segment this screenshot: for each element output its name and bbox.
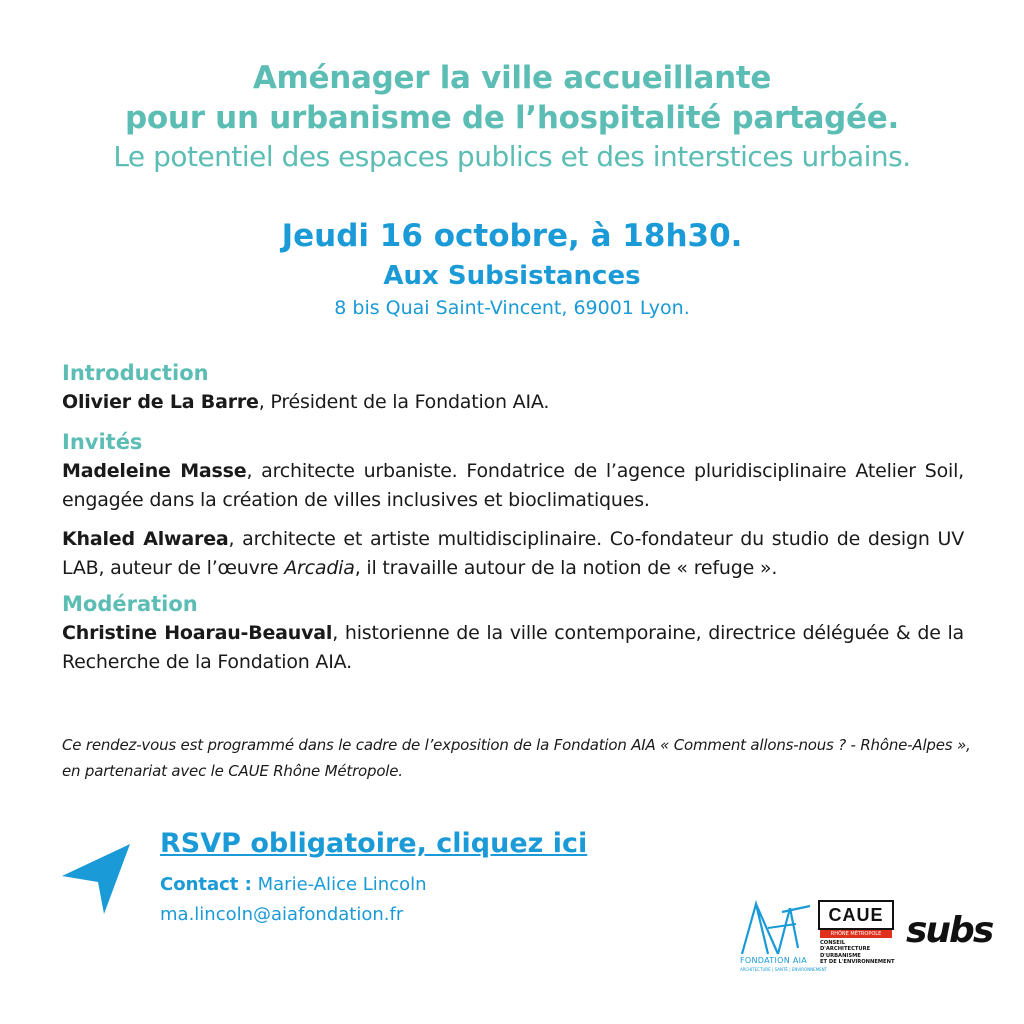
aia-mark-icon	[738, 898, 814, 956]
partnership-note: Ce rendez-vous est programmé dans le cadre de l’exposition de la Fondation AIA « Comment allons-nous ? - Rhône-Alpes », en partenariat avec le CAUE Rhône Métropole.	[62, 736, 971, 780]
aia-tagline: ARCHITECTURE | SANTÉ | ENVIRONNEMENT	[740, 967, 828, 972]
header	[0, 58, 1024, 176]
moderator-text	[62, 619, 964, 677]
program	[62, 358, 964, 677]
title-line-2: pour un urbanisme de l’hospitalité partagée.	[125, 100, 899, 136]
event-venue: Aux Subsistances	[383, 261, 641, 291]
guest-2-desc-b: , il travaille autour de la notion de « refuge ».	[354, 557, 778, 579]
event-date: Jeudi 16 octobre, à 18h30.	[281, 218, 743, 254]
guest-1-text	[62, 457, 964, 515]
subtitle: Le potentiel des espaces publics et des interstices urbains.	[113, 140, 911, 173]
intro-speaker-desc: , Président de la Fondation AIA.	[258, 391, 550, 413]
contact-email[interactable]: ma.lincoln@aiafondation.fr	[160, 904, 404, 925]
guests-heading: Invités	[62, 430, 143, 454]
guest-2-work: Arcadia	[284, 557, 355, 579]
guest-1-desc: , architecte urbaniste. Fondatrice de l’agence pluridisciplinaire Atelier Soil, engagée dans la création de villes inclusives et bioclimatiques.	[62, 460, 964, 511]
moderator-name: Christine Hoarau-Beauval	[62, 622, 333, 644]
caue-logo	[818, 900, 896, 972]
fondation-aia-logo	[738, 898, 828, 974]
event-info	[0, 214, 1024, 322]
aia-name: FONDATION AIA	[740, 956, 808, 965]
contact-line	[160, 870, 427, 900]
guest-2-text	[62, 525, 964, 583]
guest-2-name: Khaled Alwarea	[62, 528, 229, 550]
title-line-1: Aménager la ville accueillante	[252, 60, 772, 96]
moderator-desc: , historienne de la ville contemporaine, directrice déléguée & de la Recherche de la Fondation AIA.	[62, 622, 964, 673]
guest-2-desc-a: , architecte et artiste multidisciplinaire. Co-fondateur du studio de design UV LAB, auteur de l’œuvre	[62, 528, 964, 579]
moderation-heading: Modération	[62, 592, 198, 616]
intro-text	[62, 388, 964, 417]
event-address: 8 bis Quai Saint-Vincent, 69001 Lyon.	[334, 297, 690, 319]
caue-description: CONSEIL D'ARCHITECTURE D'URBANISME ET DE L'ENVIRONNEMENT	[820, 940, 895, 966]
cursor-arrow-icon	[60, 842, 132, 914]
guest-1-name: Madeleine Masse	[62, 460, 247, 482]
intro-heading: Introduction	[62, 361, 209, 385]
contact-name: Marie-Alice Lincoln	[251, 874, 427, 895]
caue-name: CAUE	[818, 900, 894, 930]
caue-band: RHÔNE MÉTROPOLE	[820, 930, 892, 938]
subs-logo: subs	[906, 910, 993, 951]
contact-label: Contact :	[160, 874, 252, 895]
partner-logos	[738, 898, 1008, 978]
rsvp-link[interactable]: RSVP obligatoire, cliquez ici	[160, 828, 588, 859]
intro-speaker-name: Olivier de La Barre	[62, 391, 259, 413]
